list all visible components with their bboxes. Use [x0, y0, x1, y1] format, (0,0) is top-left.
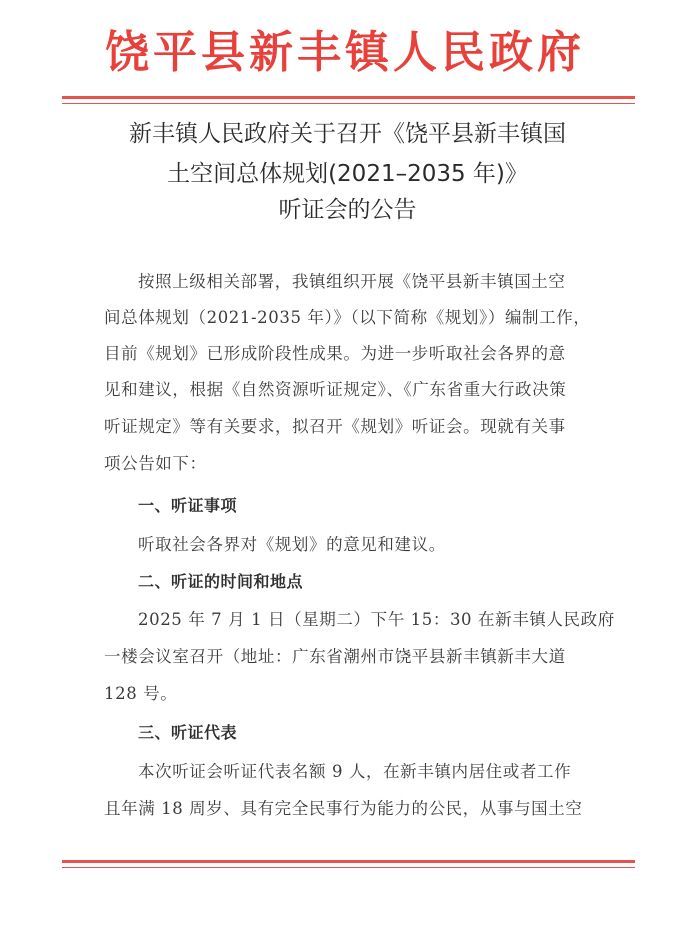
section-3-text: 且年满 18 周岁、具有完全民事行为能力的公民，从事与国土空 — [104, 799, 583, 818]
letterhead-rule-thin — [62, 103, 635, 104]
letterhead-org-name: 饶平县新丰镇人民政府 — [105, 27, 585, 78]
notice-title-line-1: 新丰镇人民政府关于召开《饶平县新丰镇国 — [129, 121, 566, 147]
footer-rule-thin — [62, 867, 635, 868]
intro-line: 按照上级相关部署，我镇组织开展《饶平县新丰镇国土空 — [138, 272, 566, 291]
intro-line: 见和建议，根据《自然资源听证规定》、《广东省重大行政决策 — [104, 380, 567, 399]
notice-title-line-3: 听证会的公告 — [278, 197, 417, 223]
section-1-text: 听取社会各界对《规划》的意见和建议。 — [138, 535, 446, 554]
intro-line: 间总体规划（2021-2035 年）》（以下简称《规划》）编制工作， — [104, 308, 591, 327]
section-2-text: 128 号。 — [104, 684, 178, 703]
section-3-text: 本次听证会听证代表名额 9 人，在新丰镇内居住或者工作 — [138, 762, 572, 781]
intro-line: 听证规定》等有关要求，拟召开《规划》听证会。现就有关事 — [104, 417, 566, 436]
notice-title-line-2: 土空间总体规划(2021–2035 年)》 — [167, 161, 528, 187]
section-2-heading: 二、听证的时间和地点 — [138, 572, 304, 591]
footer-rule-thick — [62, 860, 635, 863]
intro-line: 目前《规划》已形成阶段性成果。为进一步听取社会各界的意 — [104, 344, 566, 363]
section-2-text: 一楼会议室召开（地址：广东省潮州市饶平县新丰镇新丰大道 — [104, 647, 566, 666]
section-2-text: 2025 年 7 月 1 日（星期二）下午 15：30 在新丰镇人民政府 — [138, 610, 615, 629]
letterhead-rule-thick — [62, 96, 635, 99]
section-3-heading: 三、听证代表 — [138, 723, 238, 742]
section-1-heading: 一、听证事项 — [138, 496, 238, 515]
intro-line: 项公告如下： — [104, 454, 207, 473]
